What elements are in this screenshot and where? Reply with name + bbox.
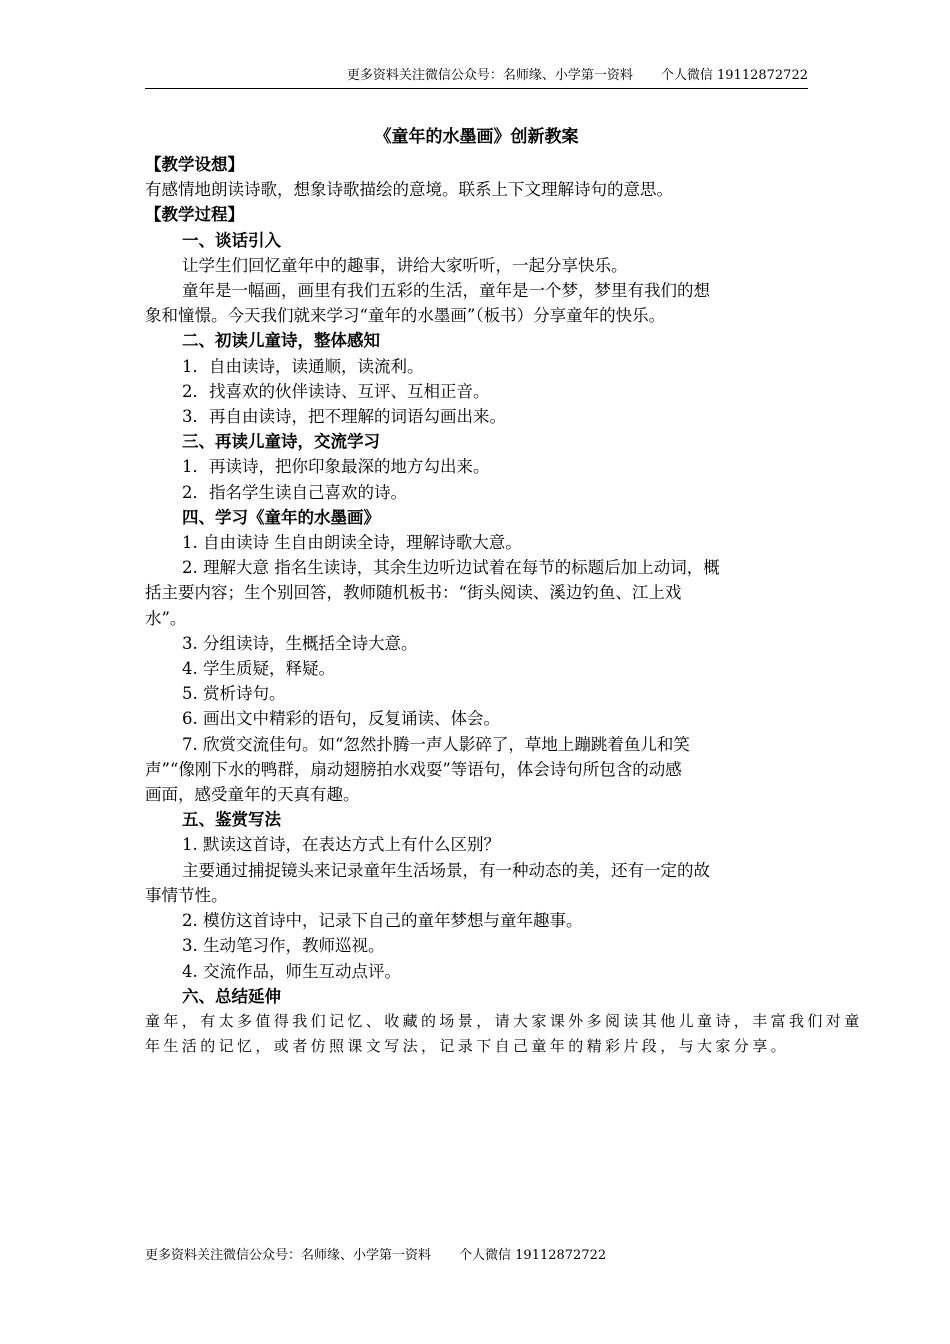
paragraph-line: 年生活的记忆，或者仿照课文写法，记录下自己童年的精彩片段，与大家分享。 bbox=[145, 1037, 790, 1056]
subheading-summary: 六、总结延伸 bbox=[182, 986, 281, 1006]
list-item: 4. 交流作品，师生互动点评。 bbox=[182, 961, 401, 981]
list-item: 2．找喜欢的伙伴读诗、互评、互相正音。 bbox=[182, 381, 490, 401]
document-body bbox=[145, 122, 863, 1059]
paragraph-line: 事情节性。 bbox=[145, 885, 228, 905]
list-item: 4. 学生质疑，释疑。 bbox=[182, 659, 335, 679]
list-item: 2. 模仿这首诗中，记录下自己的童年梦想与童年趣事。 bbox=[182, 911, 583, 931]
paragraph-line: 水”。 bbox=[145, 608, 187, 628]
page-footer bbox=[145, 1246, 606, 1266]
footer-personal-wechat: 个人微信 19112872722 bbox=[459, 1248, 607, 1263]
paragraph-line: 声”“像刚下水的鸭群，扇动翅膀拍水戏耍”等语句，体会诗句所包含的动感 bbox=[145, 759, 682, 779]
subheading-second-reading: 三、再读儿童诗，交流学习 bbox=[182, 432, 380, 452]
paragraph-line: 童年，有太多值得我们记忆、收藏的场景，请大家课外多阅读其他儿童诗，丰富我们对童 bbox=[145, 1011, 863, 1030]
list-item: 1．再读诗，把你印象最深的地方勾出来。 bbox=[182, 457, 490, 477]
paragraph-line: 象和憧憬。今天我们就来学习“童年的水墨画”（板书）分享童年的快乐。 bbox=[145, 306, 666, 326]
subheading-study-poem: 四、学习《童年的水墨画》 bbox=[182, 507, 380, 527]
paragraph-line: 主要通过捕捉镜头来记录童年生活场景，有一种动态的美，还有一定的故 bbox=[182, 860, 710, 880]
paragraph-line: 画面，感受童年的天真有趣。 bbox=[145, 785, 360, 805]
paragraph-line: 有感情地朗读诗歌，想象诗歌描绘的意境。联系上下文理解诗句的意思。 bbox=[145, 180, 673, 200]
paragraph-line: 童年是一幅画，画里有我们五彩的生活，童年是一个梦，梦里有我们的想 bbox=[182, 281, 710, 301]
list-item: 6. 画出文中精彩的语句，反复诵读、体会。 bbox=[182, 709, 500, 729]
paragraph-line: 让学生们回忆童年中的趣事，讲给大家听听，一起分享快乐。 bbox=[182, 255, 628, 275]
subheading-intro: 一、谈话引入 bbox=[182, 230, 281, 250]
list-item: 1. 自由读诗 生自由朗读全诗，理解诗歌大意。 bbox=[182, 533, 522, 553]
header-personal-wechat: 个人微信 19112872722 bbox=[660, 68, 808, 83]
list-item: 7. 欣赏交流佳句。如“忽然扑腾一声人影碎了，草地上蹦跳着鱼儿和笑 bbox=[182, 734, 690, 754]
document-title: 《童年的水墨画》创新教案 bbox=[374, 127, 579, 147]
list-item: 2．指名学生读自己喜欢的诗。 bbox=[182, 482, 407, 502]
section-heading-teaching-process: 【教学过程】 bbox=[145, 205, 244, 225]
list-item: 1. 默读这首诗，在表达方式上有什么区别？ bbox=[182, 835, 500, 855]
list-item: 2. 理解大意 指名生读诗，其余生边听边试着在每节的标题后加上动词，概 bbox=[182, 558, 720, 578]
list-item: 1．自由读诗，读通顺，读流利。 bbox=[182, 356, 424, 376]
header-wechat-account: 更多资料关注微信公众号：名师缘、小学第一资料 bbox=[346, 68, 633, 83]
page-header bbox=[145, 66, 808, 89]
list-item: 3．再自由读诗，把不理解的词语勾画出来。 bbox=[182, 407, 506, 427]
section-heading-teaching-idea: 【教学设想】 bbox=[145, 155, 244, 174]
list-item: 3. 分组读诗，生概括全诗大意。 bbox=[182, 633, 418, 653]
paragraph-line: 括主要内容；生个别回答，教师随机板书：“街头阅读、溪边钓鱼、江上戏 bbox=[145, 583, 682, 603]
list-item: 3. 生动笔习作，教师巡视。 bbox=[182, 936, 385, 956]
list-item: 5. 赏析诗句。 bbox=[182, 684, 286, 704]
subheading-first-reading: 二、初读儿童诗，整体感知 bbox=[182, 331, 380, 351]
footer-wechat-account: 更多资料关注微信公众号：名师缘、小学第一资料 bbox=[145, 1248, 432, 1263]
subheading-appreciate-writing: 五、鉴赏写法 bbox=[182, 810, 281, 830]
